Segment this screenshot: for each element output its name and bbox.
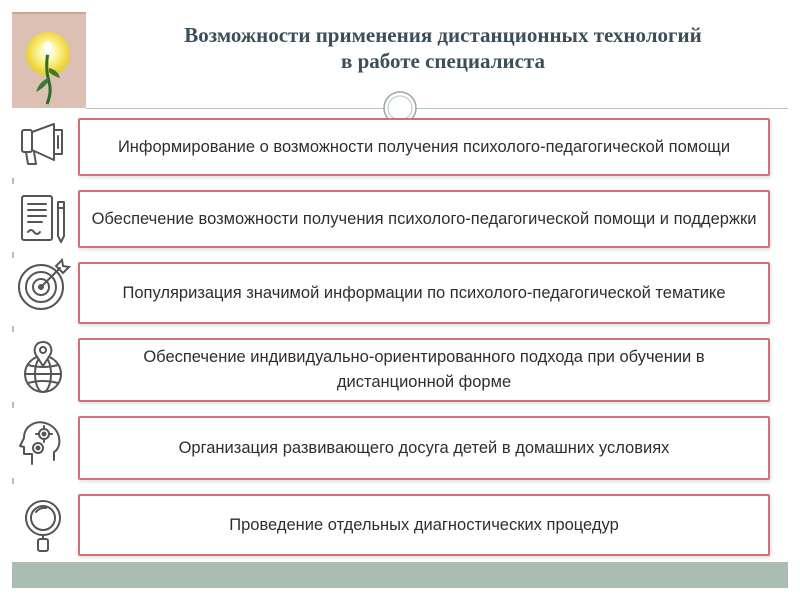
list-item-text: Информирование о возможности получения психолого-педагогической помощи bbox=[117, 137, 731, 156]
megaphone-icon bbox=[14, 116, 72, 174]
title-line-2: в работе специалиста bbox=[340, 49, 545, 73]
list-item bbox=[78, 494, 770, 556]
list-item-text: Организация развивающего досуга детей в домашних условиях bbox=[178, 438, 670, 457]
target-icon bbox=[14, 256, 72, 314]
list-item-text: Обеспечение индивидуально-ориентированного подхода при обучении в дистанционной форме bbox=[143, 348, 705, 391]
list-item bbox=[78, 118, 770, 176]
list-item bbox=[78, 416, 770, 480]
logo bbox=[12, 12, 86, 108]
page-title bbox=[100, 22, 786, 74]
globe-pin-icon bbox=[14, 338, 72, 396]
head-gears-icon bbox=[14, 414, 72, 472]
document-pen-icon bbox=[14, 190, 72, 248]
left-tick-rule bbox=[12, 112, 14, 562]
list-item bbox=[78, 190, 770, 248]
list-item bbox=[78, 262, 770, 324]
list-item bbox=[78, 338, 770, 402]
list-item-text: Проведение отдельных диагностических процедур bbox=[229, 515, 619, 534]
list-item-text: Популяризация значимой информации по психолого-педагогической тематике bbox=[122, 283, 726, 302]
footer-band bbox=[12, 562, 788, 588]
title-line-1: Возможности применения дистанционных технологий bbox=[184, 23, 702, 47]
magnifier-icon bbox=[14, 496, 72, 554]
title-divider bbox=[86, 108, 788, 109]
list-item-text: Обеспечение возможности получения психолого-педагогической помощи и поддержки bbox=[91, 209, 757, 228]
